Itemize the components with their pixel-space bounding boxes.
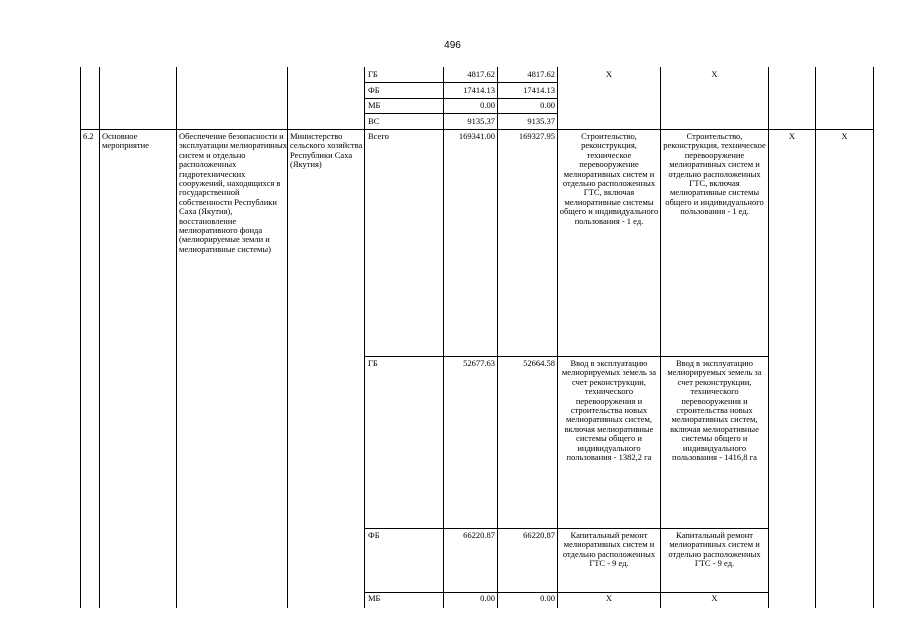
x-mark: Х [841, 131, 848, 141]
activity-name: Обеспечение безопасности и эксплуатации мелиоративных систем и отдельно расположенных гидротехнических сооружений, находящихся в государственной собственности Республики Саха (Якутия), восстановление мелиоративного фонда (мелиорируемые земли и мелиоративные системы) [179, 131, 287, 254]
value-cell: 0.00 [540, 593, 555, 603]
grid-line [364, 528, 769, 529]
source-cell: МБ [368, 100, 381, 110]
value-cell: 17414.13 [523, 85, 555, 95]
value-cell: 9135.37 [527, 116, 555, 126]
value-cell: 17414.13 [463, 85, 495, 95]
value-cell: 169341.00 [458, 131, 495, 141]
grid-line [176, 67, 177, 608]
indicator-cell: Ввод в эксплуатацию мелиорируемых земель за счет реконструкции, технического перевооружения и строительства новых мелиоративных систем, включая мелиоративные системы общего и индивидуального пользования - 1382,2 га [561, 358, 657, 463]
value-cell: 169327.95 [518, 131, 555, 141]
source-cell: ГБ [368, 358, 378, 368]
source-cell: МБ [368, 593, 381, 603]
grid-line [815, 67, 816, 608]
source-cell: Всего [368, 131, 389, 141]
indicator-cell: Строительство, реконструкция, техническое перевооружение мелиоративных систем и отдельно расположенных ГТС, включая мелиоративные системы общего и индивидуального пользования - 1 ед. [559, 131, 659, 226]
grid-line [557, 67, 558, 608]
grid-line [443, 67, 444, 608]
grid-line [873, 67, 874, 608]
row-number: 6.2 [83, 131, 94, 141]
value-cell: 0.00 [540, 100, 555, 110]
value-cell: 52677.63 [463, 358, 495, 368]
value-cell: 4817.62 [527, 69, 555, 79]
x-mark: Х [788, 131, 796, 141]
source-cell: ФБ [368, 85, 380, 95]
grid-line [364, 98, 558, 99]
value-cell: 4817.62 [467, 69, 495, 79]
value-cell: 66220.87 [463, 530, 495, 540]
activity-type: Основное мероприятие [102, 131, 149, 151]
grid-line [660, 67, 661, 608]
grid-line [287, 67, 288, 608]
grid-line [364, 113, 558, 114]
grid-line [364, 67, 365, 608]
grid-line [364, 592, 769, 593]
value-cell: 66220.87 [523, 530, 555, 540]
value-cell: 0.00 [480, 593, 495, 603]
source-cell: ФБ [368, 530, 380, 540]
grid-line [364, 356, 769, 357]
source-cell: ВС [368, 116, 380, 126]
grid-line [99, 67, 100, 608]
source-cell: ГБ [368, 69, 378, 79]
grid-line [364, 82, 558, 83]
grid-line [80, 129, 874, 130]
indicator-cell: Х [711, 593, 718, 603]
indicator-cell: Капитальный ремонт мелиоративных систем и отдельно расположенных ГТС - 9 ед. [668, 530, 761, 569]
executor: Министерство сельского хозяйства Республики Саха (Якутия) [290, 131, 363, 170]
indicator-cell: Ввод в эксплуатацию мелиорируемых земель за счет реконструкции, технического перевооружения и строительства новых мелиоративных систем, включая мелиоративные системы общего и индивидуального пользования - 1416,8 га [667, 358, 762, 463]
grid-line [497, 67, 498, 608]
value-cell: 52664.58 [523, 358, 555, 368]
value-cell: 9135.37 [467, 116, 495, 126]
indicator-cell: Х [605, 593, 613, 603]
page-number: 496 [444, 40, 461, 51]
grid-line [768, 67, 769, 608]
indicator-cell: Строительство, реконструкция, техническое перевооружение мелиоративных систем и отдельно расположенных ГТС, включая мелиоративные системы общего и индивидуального пользования - 1 ед. [663, 131, 766, 217]
value-cell: 0.00 [480, 100, 495, 110]
indicator-cell: Х [605, 69, 613, 79]
grid-line [80, 67, 81, 608]
indicator-cell: Х [711, 69, 718, 79]
indicator-cell: Капитальный ремонт мелиоративных систем и отдельно расположенных ГТС - 9 ед. [562, 530, 656, 569]
